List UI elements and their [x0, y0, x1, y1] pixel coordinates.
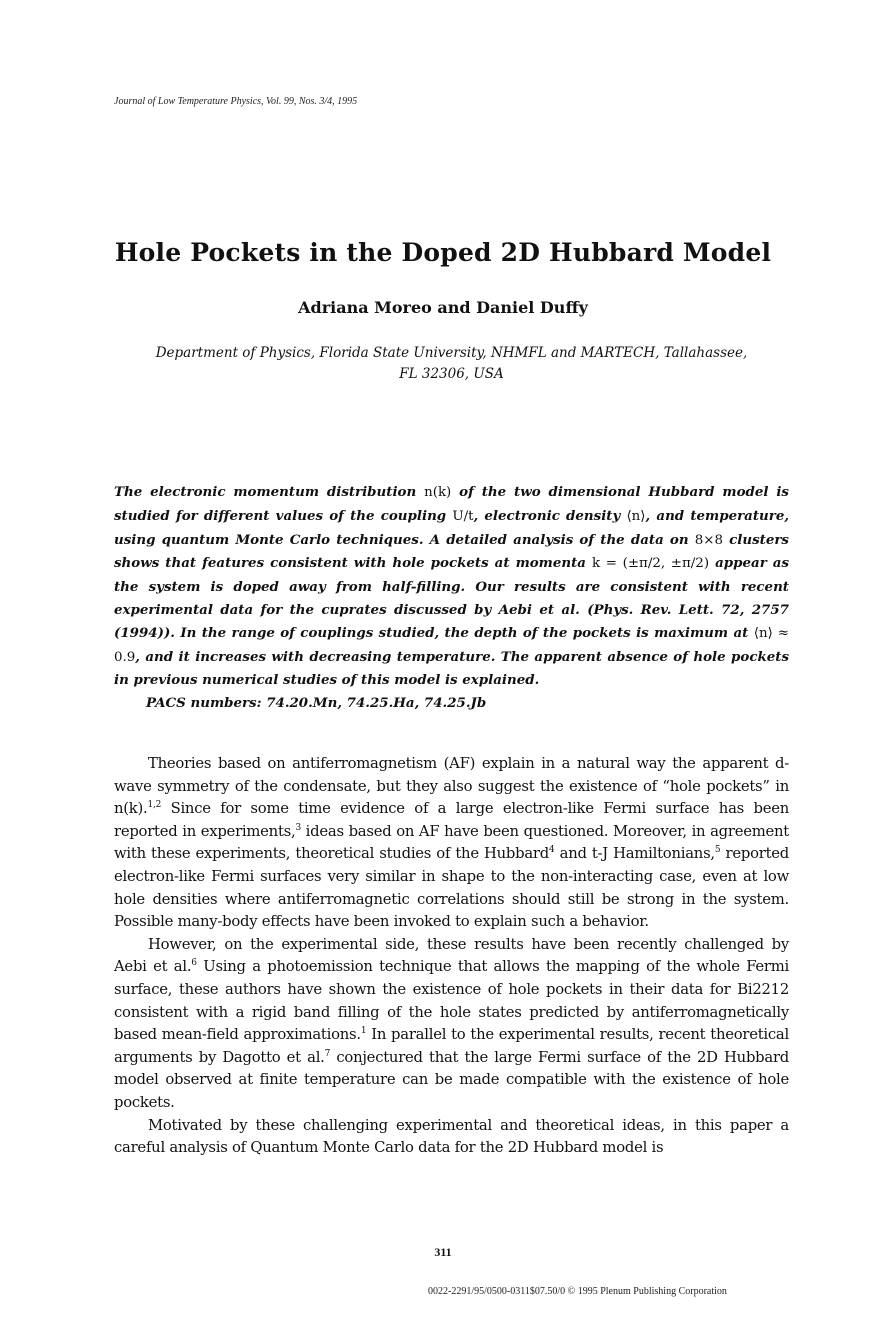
- citation-ref: 3: [295, 822, 301, 833]
- abstract-text: , and it increases with decreasing temperature. The apparent absence of hole pockets in previous numerical studies of this model is explained.: [114, 648, 789, 689]
- affiliation-line-1: Department of Physics, Florida State University, NHMFL and MARTECH, Tallahassee,: [155, 345, 748, 361]
- citation-ref: 1: [360, 1026, 367, 1037]
- text-span: Theories based on antiferromagnetism (AF) explain in a natural way the apparent d-wave symmetry of the condensate, but they also suggest the existence of “hole pockets” in n(k).: [114, 755, 789, 818]
- affiliation: [114, 343, 789, 385]
- body-text: [114, 753, 789, 1160]
- abstract-text: The electronic momentum distribution: [114, 484, 417, 500]
- paragraph-3: [114, 1115, 789, 1160]
- math-nk: n(k): [424, 485, 452, 500]
- paragraph-2: [114, 934, 789, 1115]
- paper-title: Hole Pockets in the Doped 2D Hubbard Model: [114, 238, 772, 267]
- text-span: reported electron-like Fermi surfaces very similar in shape to the non-interacting case, even at low hole densities where antiferromagnetic correlations should still be strong in the system. Possible many-body effects have been invoked to explain such a behavior.: [114, 845, 789, 931]
- math-ut: U/t: [452, 508, 474, 524]
- text-span: Since for some time evidence of a large electron-like Fermi surface has been reported in experiments,: [114, 800, 789, 840]
- running-head: Journal of Low Temperature Physics, Vol. 99, Nos. 3/4, 1995: [114, 96, 358, 107]
- abstract: [114, 481, 789, 715]
- math-lattice: 8×8: [694, 532, 723, 548]
- text-span: Motivated by these challenging experimental and theoretical ideas, in this paper a careful analysis of Quantum Monte Carlo data for the 2D Hubbard model is: [114, 1116, 789, 1157]
- text-span: Using a photoemission technique that allows the mapping of the whole Fermi surface, these authors have shown the existence of hole pockets in their data for Bi2212 consistent with a rigid band filling of the hole states predicted by antiferromagnetically based mean-field approximations.: [114, 958, 789, 1044]
- text-span: conjectured that the large Fermi surface of the 2D Hubbard model observed at finite temperature can be made compatible with the existence of hole pockets.: [114, 1048, 789, 1111]
- text-span: However, on the experimental side, these results have been recently challenged by Aebi et al.: [114, 935, 789, 976]
- paragraph-1: [114, 753, 789, 934]
- abstract-text: clusters shows that features consistent with hole pockets at momenta: [114, 531, 789, 572]
- abstract-text: of the two dimensional Hubbard model is studied for different values of the coupling: [114, 484, 789, 524]
- pacs-numbers: PACS numbers: 74.20.Mn, 74.25.Ha, 74.25.Jb: [146, 695, 487, 712]
- citation-ref: 6: [191, 958, 197, 969]
- math-momentum: k = (±π/2, ±π/2): [592, 556, 710, 572]
- text-span: In parallel to the experimental results, recent theoretical arguments by Dagotto et al.: [114, 1026, 789, 1066]
- text-span: and t-J Hamiltonians,: [554, 845, 715, 863]
- citation-ref: 4: [548, 845, 555, 856]
- citation-ref: 7: [324, 1048, 331, 1059]
- affiliation-line-2: FL 32306, USA: [399, 366, 504, 382]
- text-span: ideas based on AF have been questioned. Moreover, in agreement with these experiments, theoretical studies of the Hubbard: [114, 822, 789, 863]
- copyright-line: 0022-2291/95/0500-0311$07.50/0 © 1995 Plenum Publishing Corporation: [428, 1286, 727, 1297]
- abstract-text: , and temperature, using quantum Monte Carlo techniques. A detailed analysis of the data on: [114, 507, 789, 548]
- citation-ref: 5: [714, 845, 721, 856]
- page-number: 311: [434, 1245, 452, 1259]
- author-list: Adriana Moreo and Daniel Duffy: [298, 298, 588, 317]
- math-density-approx: ⟨n⟩ ≈ 0.9: [114, 625, 789, 665]
- citation-ref: 1,2: [147, 800, 162, 811]
- abstract-text: appear as the system is doped away from half-filling. Our results are consistent with recent experimental data for the cuprates discussed by Aebi et al. (Phys. Rev. Lett. 72, 2757 (1994)). In the range of couplings studied, the depth of the pockets is maximum at: [114, 555, 789, 641]
- abstract-text: , electronic density: [473, 507, 621, 524]
- math-density: ⟨n⟩: [626, 508, 646, 524]
